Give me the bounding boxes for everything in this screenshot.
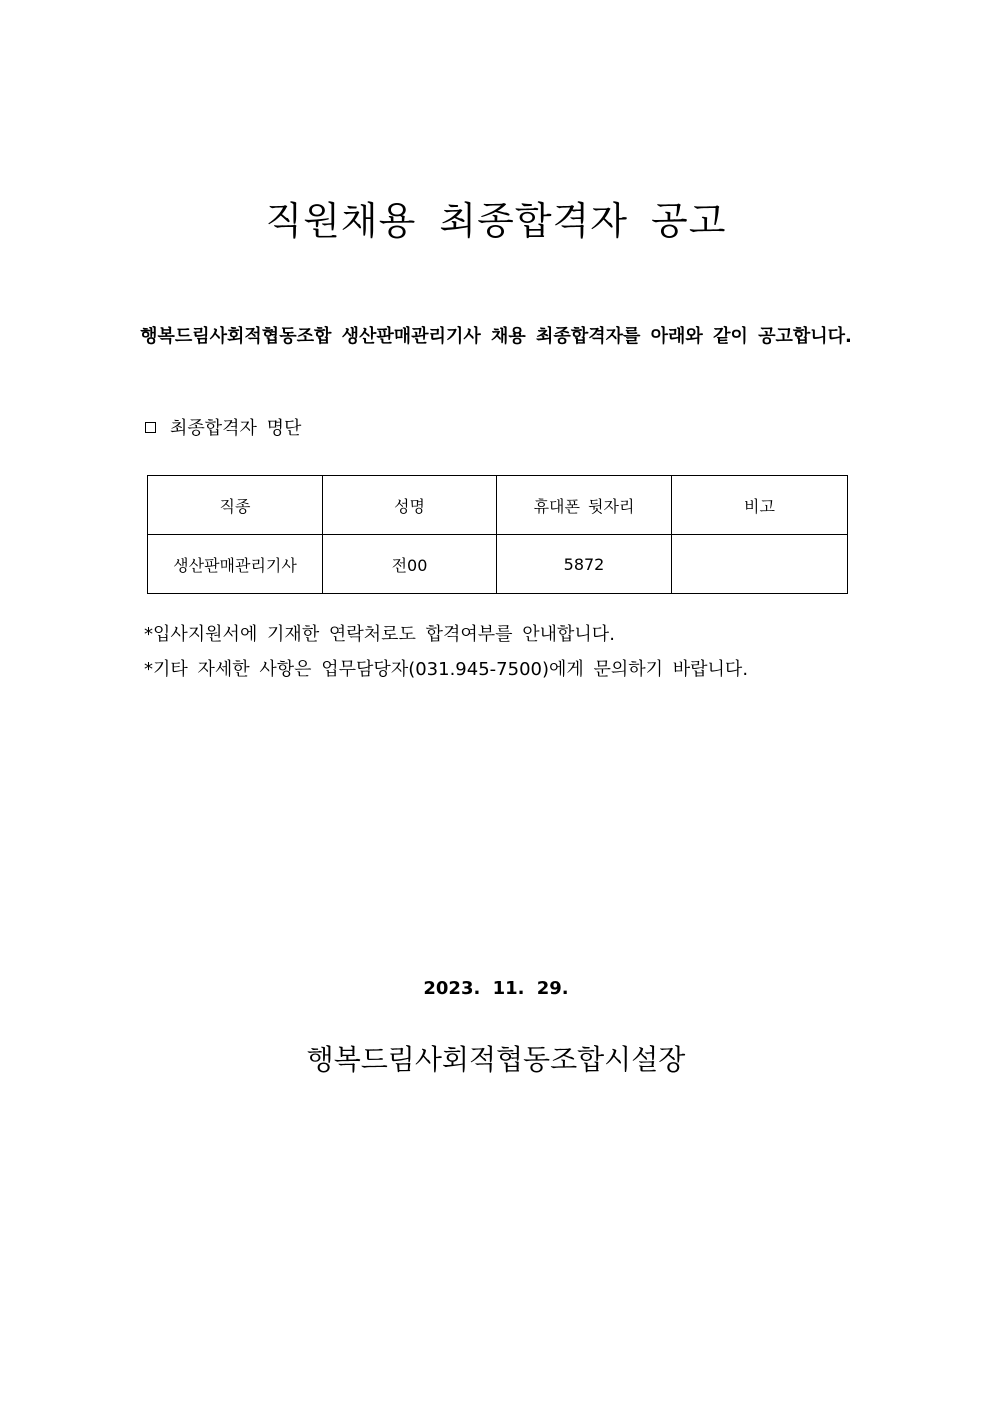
page-title: 직원채용 최종합격자 공고	[265, 199, 727, 243]
section-heading-label: 최종합격자 명단	[170, 418, 302, 439]
cell-phone: 5872	[497, 535, 672, 594]
issuer: 행복드림사회적협동조합시설장	[306, 1043, 686, 1076]
table-header-row	[148, 476, 848, 535]
header-cell-job: 직종	[148, 476, 323, 535]
note-contact: *입사지원서에 기재한 연락처로도 합격여부를 안내합니다.	[144, 624, 615, 645]
section-heading	[145, 414, 301, 440]
intro-text: 행복드림사회적협동조합 생산판매관리기사 채용 최종합격자를 아래와 같이 공고합니다.	[140, 326, 852, 347]
cell-remarks	[672, 535, 848, 594]
note-inquiry: *기타 자세한 사항은 업무담당자(031.945-7500)에게 문의하기 바랍니다.	[144, 659, 749, 680]
date: 2023. 11. 29.	[423, 978, 569, 999]
finalist-table	[147, 475, 848, 594]
checkbox-icon	[145, 422, 156, 433]
header-cell-name: 성명	[323, 476, 497, 535]
table-row	[148, 535, 848, 594]
cell-job: 생산판매관리기사	[148, 535, 323, 594]
header-cell-remarks: 비고	[672, 476, 848, 535]
cell-name: 전00	[323, 535, 497, 594]
header-cell-phone: 휴대폰 뒷자리	[497, 476, 672, 535]
